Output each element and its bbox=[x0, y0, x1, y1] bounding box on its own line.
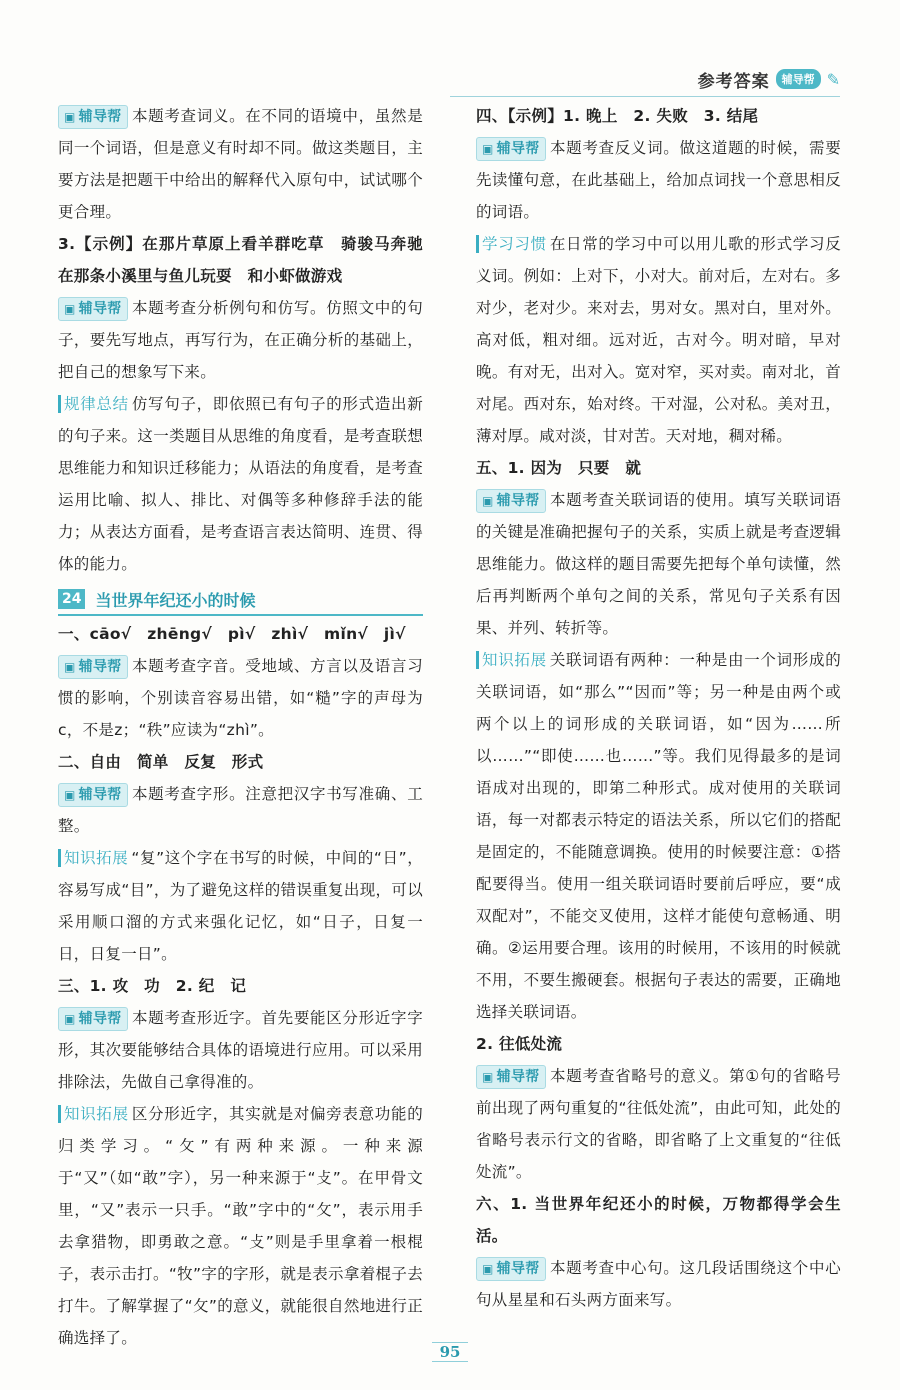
section-title: 当世界年纪还小的时候 bbox=[95, 590, 256, 610]
hint-label: 辅导帮 bbox=[496, 492, 540, 509]
hint-badge bbox=[476, 489, 546, 513]
hint-label: 辅导帮 bbox=[78, 1010, 122, 1027]
hint-label: 辅导帮 bbox=[496, 1260, 540, 1277]
tip-tag: 知识拓展 bbox=[58, 849, 128, 867]
book-icon: ▣ bbox=[64, 787, 76, 802]
tip-paragraph bbox=[58, 1098, 423, 1354]
paragraph-text: 本题考查中心句。这几段话围绕这个中心句从星星和石头两方面来写。 bbox=[476, 1259, 841, 1309]
paragraph-text: 四、【示例】1. 晚上 2. 失败 3. 结尾 bbox=[476, 107, 759, 125]
tip-paragraph bbox=[58, 388, 423, 580]
hint-paragraph bbox=[58, 100, 423, 228]
hint-label: 辅导帮 bbox=[496, 1068, 540, 1085]
paragraph-text: “复”这个字在书写的时候，中间的“日”，容易写成“目”，为了避免这样的错误重复出现，可以采用顺口溜的方式来强化记忆，如“日子，日复一日，日复一日”。 bbox=[58, 849, 424, 963]
book-icon: ▣ bbox=[64, 301, 76, 316]
paragraph-text: 本题考查字音。受地域、方言以及语言习惯的影响，个别读音容易出错，如“糙”字的声母为c，不是z；“秩”应读为“zhì”。 bbox=[58, 657, 423, 739]
paragraph-text: 三、1. 攻 功 2. 纪 记 bbox=[58, 977, 247, 995]
hint-paragraph bbox=[58, 650, 423, 746]
paragraph-text: 区分形近字，其实就是对偏旁表意功能的归类学习。“攵”有两种来源。一种来源于“又”（如“敢”字），另一种来源于“攴”。在甲骨文里，“又”表示一只手。“敢”字中的“攵”，表示用手去拿猎物，即勇敢之意。“攴”则是手里拿着一根棍子，表示击打。“牧”字的字形，就是表示拿着棍子去打牛。了解掌握了“攵”的意义，就能很自然地进行正确选择了。 bbox=[58, 1105, 424, 1347]
tip-paragraph bbox=[58, 842, 423, 970]
answer-line bbox=[58, 618, 423, 650]
answer-line bbox=[476, 100, 841, 132]
book-icon: ▣ bbox=[482, 1069, 494, 1084]
hint-badge bbox=[58, 297, 128, 321]
paragraph-text: 本题考查词义。在不同的语境中，虽然是同一个词语，但是意义有时却不同。做这类题目，主要方法是把题干中给出的解释代入原句中，试试哪个更合理。 bbox=[58, 107, 423, 221]
answer-line bbox=[58, 970, 423, 1002]
hint-badge bbox=[476, 137, 546, 161]
answer-line bbox=[476, 452, 841, 484]
hint-label: 辅导帮 bbox=[78, 300, 122, 317]
section-number: 24 bbox=[58, 589, 85, 609]
paragraph-text: 本题考查关联词语的使用。填写关联词语的关键是准确把握句子的关系，实质上就是考查逻辑思维能力。做这样的题目需要先把每个单句读懂，然后再判断两个单句之间的关系，常见句子关系有因果、并列、转折等。 bbox=[476, 491, 841, 637]
hint-badge bbox=[58, 783, 128, 807]
hint-paragraph bbox=[476, 1252, 841, 1316]
section-heading bbox=[58, 584, 423, 616]
left-column bbox=[58, 100, 439, 1354]
hint-label: 辅导帮 bbox=[78, 108, 122, 125]
header-divider bbox=[450, 96, 840, 97]
hint-paragraph bbox=[476, 132, 841, 228]
hint-badge bbox=[58, 1007, 128, 1031]
hint-badge bbox=[58, 655, 128, 679]
tip-paragraph bbox=[476, 228, 841, 452]
paragraph-text: 二、自由 简单 反复 形式 bbox=[58, 753, 264, 771]
answer-line bbox=[476, 1188, 841, 1252]
book-icon: ▣ bbox=[482, 141, 494, 156]
paragraph-text: 本题考查字形。注意把汉字书写准确、工整。 bbox=[58, 785, 423, 835]
paragraph-text: 本题考查省略号的意义。第①句的省略号前出现了两句重复的“往低处流”，由此可知，此处的省略号表示行文的省略，即省略了上文重复的“往低处流”。 bbox=[476, 1067, 841, 1181]
header-title: 参考答案 bbox=[697, 71, 770, 92]
answer-line bbox=[58, 746, 423, 778]
book-icon: ▣ bbox=[64, 659, 76, 674]
tip-tag: 规律总结 bbox=[58, 395, 129, 413]
header-badge: 辅导帮 bbox=[776, 69, 821, 89]
page-footer bbox=[0, 1342, 900, 1362]
hint-badge bbox=[476, 1065, 546, 1089]
hint-label: 辅导帮 bbox=[78, 658, 122, 675]
hint-badge bbox=[476, 1257, 546, 1281]
hint-label: 辅导帮 bbox=[78, 786, 122, 803]
hint-paragraph bbox=[476, 484, 841, 644]
right-column bbox=[476, 100, 841, 1316]
answer-line bbox=[476, 1028, 841, 1060]
paragraph-text: 五、1. 因为 只要 就 bbox=[476, 459, 642, 477]
book-icon: ▣ bbox=[64, 109, 76, 124]
paragraph-text: 在日常的学习中可以用儿歌的形式学习反义词。例如：上对下，小对大。前对后，左对右。多对少，老对少。来对去，男对女。黑对白，里对外。高对低，粗对细。远对近，古对今。明对暗，早对晚。有对无，出对入。宽对窄，买对卖。南对北，首对尾。西对东，始对终。干对湿，公对私。美对丑，薄对厚。咸对淡，甘对苦。天对地，稠对稀。 bbox=[476, 235, 842, 445]
paragraph-text: 本题考查分析例句和仿写。仿照文中的句子，要先写地点，再写行为，在正确分析的基础上，把自己的想象写下来。 bbox=[58, 299, 423, 381]
hint-paragraph bbox=[58, 292, 423, 388]
tip-tag: 学习习惯 bbox=[476, 235, 547, 253]
paragraph-text: 本题考查反义词。做这道题的时候，需要先读懂句意，在此基础上，给加点词找一个意思相反的词语。 bbox=[476, 139, 841, 221]
tip-tag: 知识拓展 bbox=[476, 651, 547, 669]
hint-badge bbox=[58, 105, 128, 129]
paragraph-text: 六、1. 当世界年纪还小的时候，万物都得学会生活。 bbox=[476, 1195, 841, 1245]
hint-label: 辅导帮 bbox=[496, 140, 540, 157]
paragraph-text: 仿写句子，即依照已有句子的形式造出新的句子来。这一类题目从思维的角度看，是考查联想思维能力和知识迁移能力；从语法的角度看，是考查运用比喻、拟人、排比、对偶等多种修辞手法的能力；从表达方面看，是考查语言表达简明、连贯、得体的能力。 bbox=[58, 395, 424, 573]
tip-paragraph bbox=[476, 644, 841, 1028]
book-icon: ▣ bbox=[64, 1011, 76, 1026]
hint-paragraph bbox=[58, 778, 423, 842]
hint-paragraph bbox=[476, 1060, 841, 1188]
book-icon: ▣ bbox=[482, 1261, 494, 1276]
paragraph-text: 一、cāo√ zhēng√ pì√ zhì√ mǐn√ jì√ bbox=[58, 625, 406, 643]
paragraph-text: 2. 往低处流 bbox=[476, 1035, 563, 1053]
paragraph-text: 3.【示例】在那片草原上看羊群吃草 骑骏马奔驰 在那条小溪里与鱼儿玩耍 和小虾做游戏 bbox=[58, 235, 439, 285]
paragraph-text: 关联词语有两种：一种是由一个词形成的关联词语，如“那么”“因而”等；另一种是由两个或两个以上的词形成的关联词语，如“因为……所以……”“即使……也……”等。我们见得最多的是词语成对出现的，即第二种形式。成对使用的关联词语，每一对都表示特定的语法关系，所以它们的搭配是固定的，不能随意调换。使用的时候要注意：①搭配要得当。使用一组关联词语时要前后呼应，要“成双配对”，不能交叉使用，这样才能使句意畅通、明确。②运用要合理。该用的时候用，不该用的时候就不用，不要生搬硬套。根据句子表达的需要，正确地选择关联词语。 bbox=[476, 651, 842, 1021]
paragraph-text: 本题考查形近字。首先要能区分形近字字形，其次要能够结合具体的语境进行应用。可以采用排除法，先做自己拿得准的。 bbox=[58, 1009, 423, 1091]
page-number: 95 bbox=[432, 1342, 469, 1362]
answer-line bbox=[58, 228, 439, 292]
hint-paragraph bbox=[58, 1002, 423, 1098]
book-icon: ▣ bbox=[482, 493, 494, 508]
tip-tag: 知识拓展 bbox=[58, 1105, 129, 1123]
pencil-icon: ✎ bbox=[826, 69, 840, 89]
page-header bbox=[698, 64, 840, 94]
